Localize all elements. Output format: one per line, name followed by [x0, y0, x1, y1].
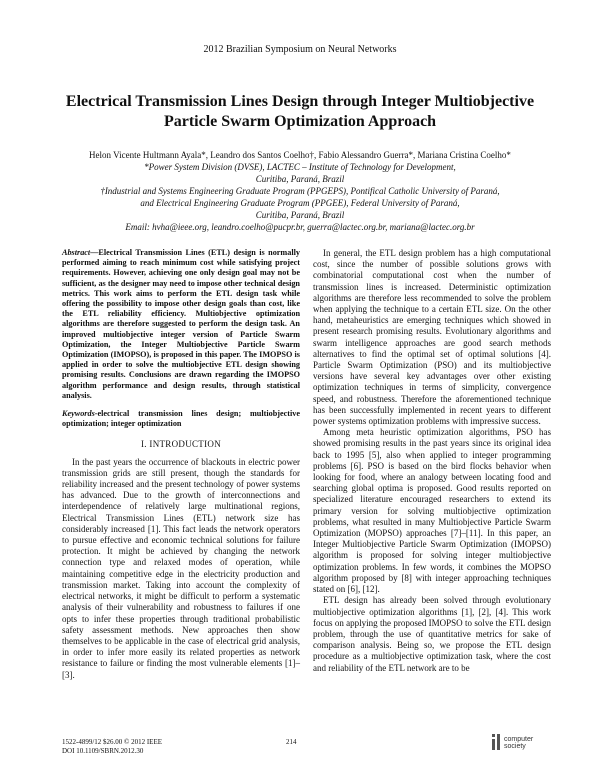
keywords-text: -electrical transmission lines design; multiobjective optimization; integer optimization — [62, 409, 300, 429]
page-number: 214 — [286, 738, 297, 746]
society-logo-icon — [490, 732, 504, 752]
section-heading-introduction: I. INTRODUCTION — [141, 439, 221, 450]
affiliation-line-3: †Industrial and Systems Engineering Graduate Program (PPGEPS), Pontifical Catholic University of Paraná, — [100, 186, 500, 196]
affiliation-line-2: Curitiba, Paraná, Brazil — [255, 174, 345, 184]
email-line: Email: hvha@ieee.org, leandro.coelho@pucpr.br, guerra@lactec.org.br, mariana@lactec.org.br — [125, 222, 475, 232]
affiliation-line-1: *Power System Division (DVSE), LACTEC – Institute of Technology for Development, — [144, 162, 456, 172]
abstract-label: Abstract — [62, 248, 91, 257]
abstract — [62, 248, 300, 401]
body-paragraph: ETL design has already been solved through evolutionary multiobjective optimization algorithms [1], [2], [4]. This work focus on applying the proposed IMOPSO to solve the ETL design problem, through the use of quantitative metrics for sake of comparison analysis. Being so, we propose the ETL design procedure as a multiobjective optimization task, where the cost and reliability of the ETL network are to be — [313, 595, 551, 673]
body-paragraph: In general, the ETL design problem has a high computational cost, since the number of possible solutions grows with combinatorial computational cost when the number of transmission lines is increased. Deterministic optimization algorithms are therefore less recommended to solve the problem when applying the technique to a certain ETL size. On the other hand, metaheuristics are emerging techniques which showed in present research promising results. Evolutionary algorithms and swarm intelligence approaches are good search methods alternatives to find the optimal set of optimal solutions [4]. Particle Swarm Optimization (PSO) and its multiobjective versions have several key advantages over other existing optimization techniques in terms of simplicity, convergence speed, and robustness. Therefore the aforementioned technique has been successfully implemented in recent years to different power systems optimization problems with impressive success. — [313, 248, 551, 427]
body-paragraph: Among meta heuristic optimization algorithms, PSO has showed promising results in the past years since its original idea back to 1995 [5], also when applied to integer programming problems [6]. PSO is based on the bird flocks behavior when looking for food, where an analogy between locating food and searching global optima is proposed. Good results reported on specialized literature encouraged researchers to extend its primary version for solving multiobjective optimization problems, what resulted in many Multiobjective Particle Swarm Optimization (MOPSO) approaches [7]–[11]. In this paper, an Integer Multiobjective Particle Swarm Optimization (IMOPSO) algorithm is proposed for solving integer multiobjective optimization problems. In few words, it combines the MOPSO algorithm proposed by [8] with integer approaching techniques stated on [6], [12]. — [313, 427, 551, 595]
copyright-footer — [62, 738, 162, 756]
index-terms — [62, 409, 300, 429]
isbn-line: 1522-4899/12 $26.00 © 2012 IEEE — [62, 738, 163, 746]
body-paragraph: In the past years the occurrence of blackouts in electric power transmission grids are still present, though the standards for reliability increased and the present technology of power systems has advanced. Due to the growth of interconnections and interdependence of relatively large multinational regions, Electrical Transmission Lines (ETL) network size has considerably increased [1]. This fact leads the network operators to pursue effective and economic technical solutions for failure protection. It might be achieved by changing the network connection type and relaxed modes of operation, while maintaining competitive edge in the electricity production and transmission market. Taking into account the complexity of electrical networks, it might be difficult to perform a systematic analysis of their vulnerability and robustness to failures if one opts to infer these properties through traditional probabilistic safety assessment methods. New approaches then show themselves to be applicable in the case of electrical grid analysis, in order to infer more easily its related properties as network resistance to failure or finding the most vulnerable elements [1]–[3]. — [62, 456, 300, 680]
left-column — [62, 248, 300, 681]
conference-header: 2012 Brazilian Symposium on Neural Networks — [203, 44, 397, 55]
computer-society-logo — [490, 730, 545, 760]
doi-line: DOI 10.1109/SBRN.2012.30 — [62, 747, 144, 755]
affiliation-line-4: and Electrical Engineering Graduate Program (PPGEE), Federal University of Paraná, — [140, 198, 460, 208]
right-column — [313, 248, 551, 674]
affiliation-line-5: Curitiba, Paraná, Brazil — [255, 210, 345, 220]
abstract-text: —Electrical Transmission Lines (ETL) design is normally performed aiming to reach minimum cost while satisfying project requirements. However, achieving one only design goal may not be sufficient, as the designer may need to impose other technical design metrics. This work aims to perform the ETL design task while offering the possibility to impose other design goals than cost, like the ETL reliability efficiency. Multiobjective optimization algorithms are therefore suggested to perform the design task. An improved multiobjective integer version of Particle Swarm Optimization, the Integer Multiobjective Particle Swarm Optimization (IMOPSO), is proposed in this paper. The IMOPSO is applied in order to solve the multiobjective ETL design showing promising results. Conclusions are drawn regarding the IMOPSO algorithm performance and design results, through statistical analysis. — [62, 248, 300, 400]
paper-title: Electrical Transmission Lines Design through Integer Multiobjective Particle Swarm Optimization Approach — [65, 93, 535, 130]
publisher-logo-text: computer society — [504, 736, 534, 750]
author-list: Helon Vicente Hultmann Ayala*, Leandro dos Santos Coelho†, Fabio Alessandro Guerra*, Mariana Cristina Coelho* — [89, 150, 511, 160]
keywords-label: Keywords — [62, 409, 95, 419]
